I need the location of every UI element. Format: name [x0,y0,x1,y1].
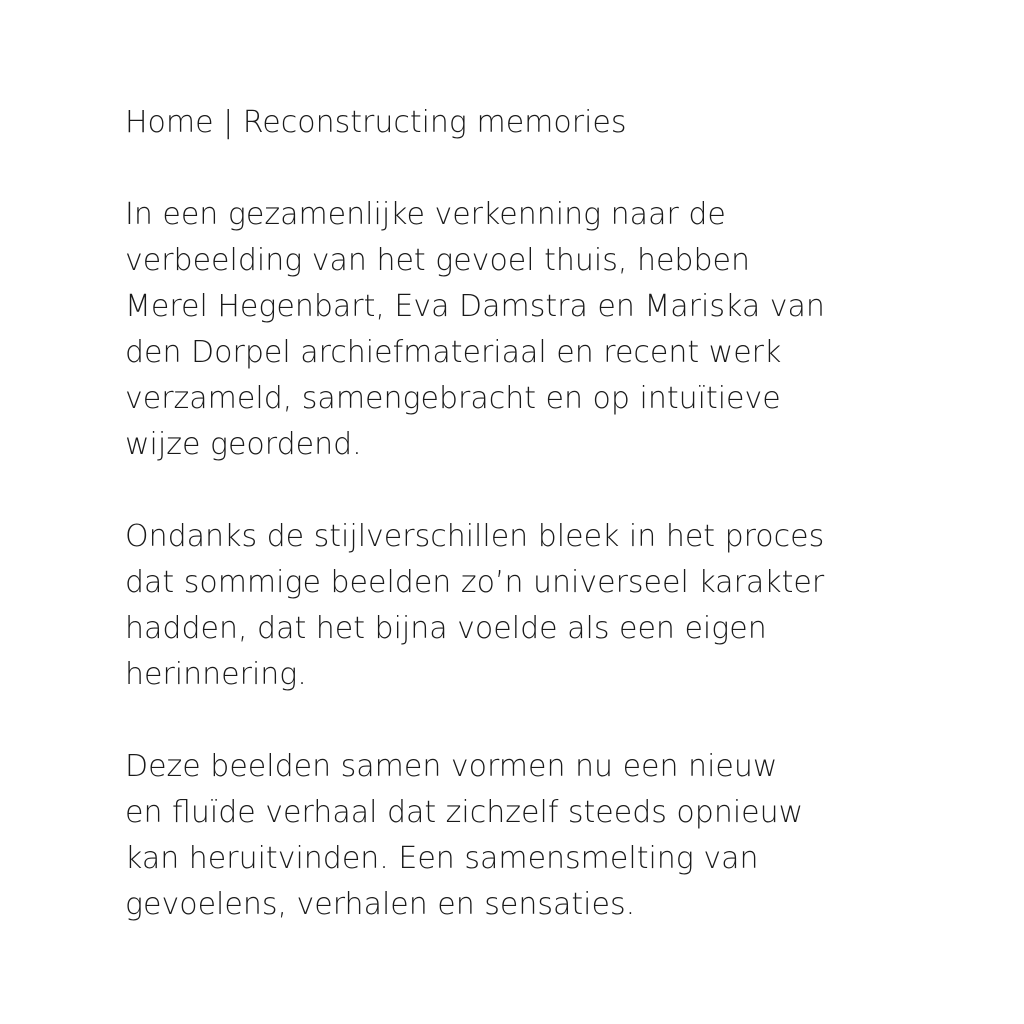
paragraph-2 [125,514,1005,698]
paragraph-line: dat sommige beelden zo’n universeel karakter [125,565,825,600]
paragraph-line: verbeelding van het gevoel thuis, hebben [125,243,750,278]
paragraph-line: hadden, dat het bijna voelde als een eigen [125,611,767,646]
paragraph-line: Deze beelden samen vormen nu een nieuw [125,749,778,784]
paragraph-line: kan heruitvinden. Een samensmelting van [125,841,759,876]
paragraph-line: In een gezamenlijke verkenning naar de [125,197,726,232]
paragraph-line: Ondanks de stijlverschillen bleek in het proces [125,519,825,554]
page-title: Home | Reconstructing memories [125,105,627,140]
paragraph-line: verzameld, samengebracht en op intuïtieve [125,381,781,416]
paragraph-line: den Dorpel archiefmateriaal en recent werk [125,335,782,370]
paragraph-line: gevoelens, verhalen en sensaties. [125,887,636,922]
paragraph-line: herinnering. [125,657,307,692]
document-page [125,100,1005,928]
paragraph-3 [125,744,1005,928]
paragraph-line: wijze geordend. [125,427,362,462]
paragraph-line: Merel Hegenbart, Eva Damstra en Mariska van [125,289,825,324]
paragraph-line: en fluïde verhaal dat zichzelf steeds opnieuw [125,795,804,830]
paragraph-1 [125,192,1005,468]
